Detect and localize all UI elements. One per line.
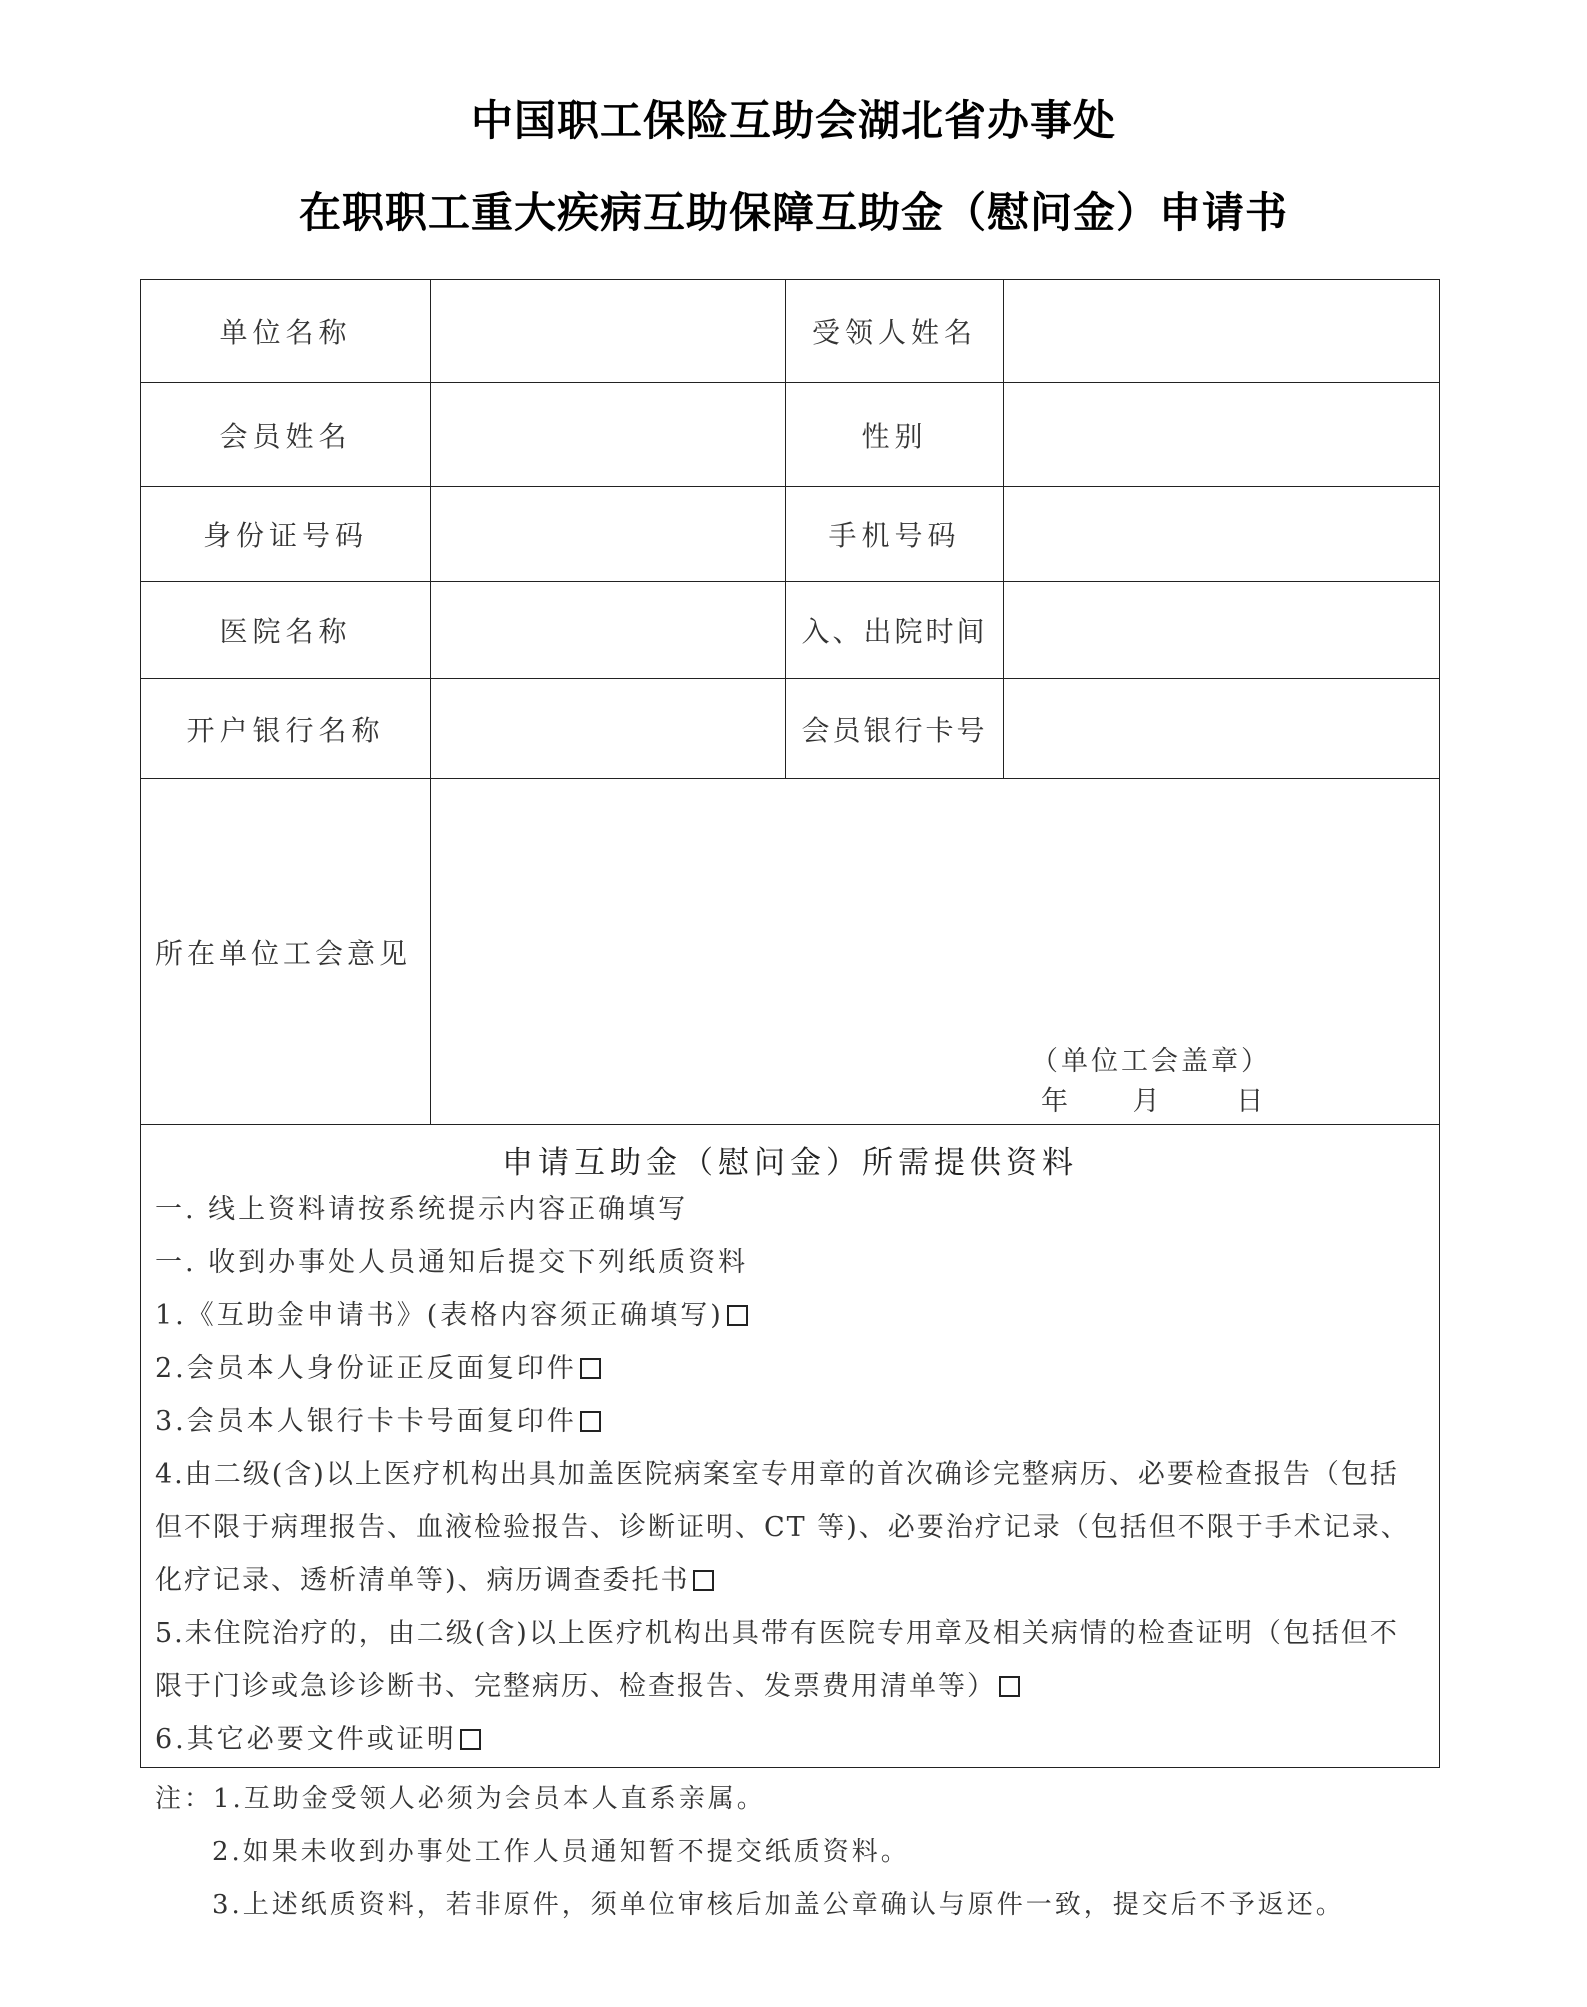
hospital-label: 医院名称 [141,582,431,679]
date-day-label: 日 [1236,1086,1269,1117]
bank-card-field[interactable] [1004,679,1440,779]
form-row-opinion [141,779,1440,1125]
material-item-2-text: 2.会员本人身份证正反面复印件 [155,1353,577,1384]
note-1: 注：1.互助金受领人必须为会员本人直系亲属。 [155,1784,766,1814]
form-row-id [141,487,1440,582]
bank-card-label: 会员银行卡号 [786,679,1004,779]
union-opinion-field[interactable] [431,779,1440,1125]
material-item-3-checkbox[interactable] [580,1411,601,1432]
form-row-bank [141,679,1440,779]
gender-label: 性别 [786,383,1004,487]
phone-label: 手机号码 [786,487,1004,582]
admission-time-field[interactable] [1004,582,1440,679]
signature-date [1041,1079,1268,1118]
material-item-5-text: 5.未住院治疗的，由二级(含)以上医疗机构出具带有医院专用章及相关病情的检查证明（包括但不限于门诊或急诊诊断书、完整病历、检查报告、发票费用清单等） [155,1618,1399,1702]
materials-heading: 申请互助金（慰问金）所需提供资料 [502,1145,1078,1181]
bank-name-label: 开户银行名称 [141,679,431,779]
application-form-table [140,279,1440,1768]
document-title-line2: 在职职工重大疾病互助保障互助金（慰问金）申请书 [298,188,1288,237]
phone-field[interactable] [1004,487,1440,582]
material-item-4-checkbox[interactable] [693,1570,714,1591]
materials-paper-note: 一. 收到办事处人员通知后提交下列纸质资料 [155,1247,749,1278]
material-item-6 [141,1713,1439,1766]
recipient-name-label: 受领人姓名 [786,280,1004,383]
recipient-name-field[interactable] [1004,280,1440,383]
document-title-line1: 中国职工保险互助会湖北省办事处 [470,96,1116,145]
material-item-6-checkbox[interactable] [460,1729,481,1750]
material-item-5-checkbox[interactable] [999,1676,1020,1697]
materials-online-note: 一. 线上资料请按系统提示内容正确填写 [155,1194,689,1225]
bank-name-field[interactable] [431,679,786,779]
material-item-1-text: 1.《互助金申请书》(表格内容须正确填写) [155,1300,724,1331]
hospital-field[interactable] [431,582,786,679]
material-item-6-text: 6.其它必要文件或证明 [155,1724,457,1755]
form-row-member [141,383,1440,487]
form-row-unit [141,280,1440,383]
unit-name-label: 单位名称 [141,280,431,383]
material-item-4-text: 4.由二级(含)以上医疗机构出具加盖医院病案室专用章的首次确诊完整病历、必要检查报告（包括但不限于病理报告、血液检验报告、诊断证明、CT 等)、必要治疗记录（包括但不限于手术记录、化疗记录、透析清单等)、病历调查委托书 [155,1459,1410,1596]
date-year-label: 年 [1041,1086,1073,1117]
material-item-3-text: 3.会员本人银行卡卡号面复印件 [155,1406,577,1437]
gender-field[interactable] [1004,383,1440,487]
material-item-5 [141,1607,1439,1713]
material-item-2 [141,1342,1439,1395]
material-item-3 [141,1395,1439,1448]
admission-time-label: 入、出院时间 [786,582,1004,679]
material-item-1 [141,1289,1439,1342]
union-stamp-text: （单位工会盖章） [1031,1046,1271,1077]
form-row-materials [141,1125,1440,1768]
member-name-field[interactable] [431,383,786,487]
materials-section [141,1125,1440,1768]
id-number-label: 身份证号码 [141,487,431,582]
material-item-2-checkbox[interactable] [580,1358,601,1379]
date-month-label: 月 [1132,1086,1165,1117]
unit-name-field[interactable] [431,280,786,383]
form-row-hospital [141,582,1440,679]
union-opinion-label: 所在单位工会意见 [141,779,431,1125]
member-name-label: 会员姓名 [141,383,431,487]
note-2: 2.如果未收到办事处工作人员通知暂不提交纸质资料。 [212,1837,910,1867]
id-number-field[interactable] [431,487,786,582]
notes-section [155,1773,1345,1932]
material-item-4 [141,1448,1439,1607]
note-3: 3.上述纸质资料，若非原件，须单位审核后加盖公章确认与原件一致，提交后不予返还。 [212,1890,1345,1920]
material-item-1-checkbox[interactable] [727,1305,748,1326]
